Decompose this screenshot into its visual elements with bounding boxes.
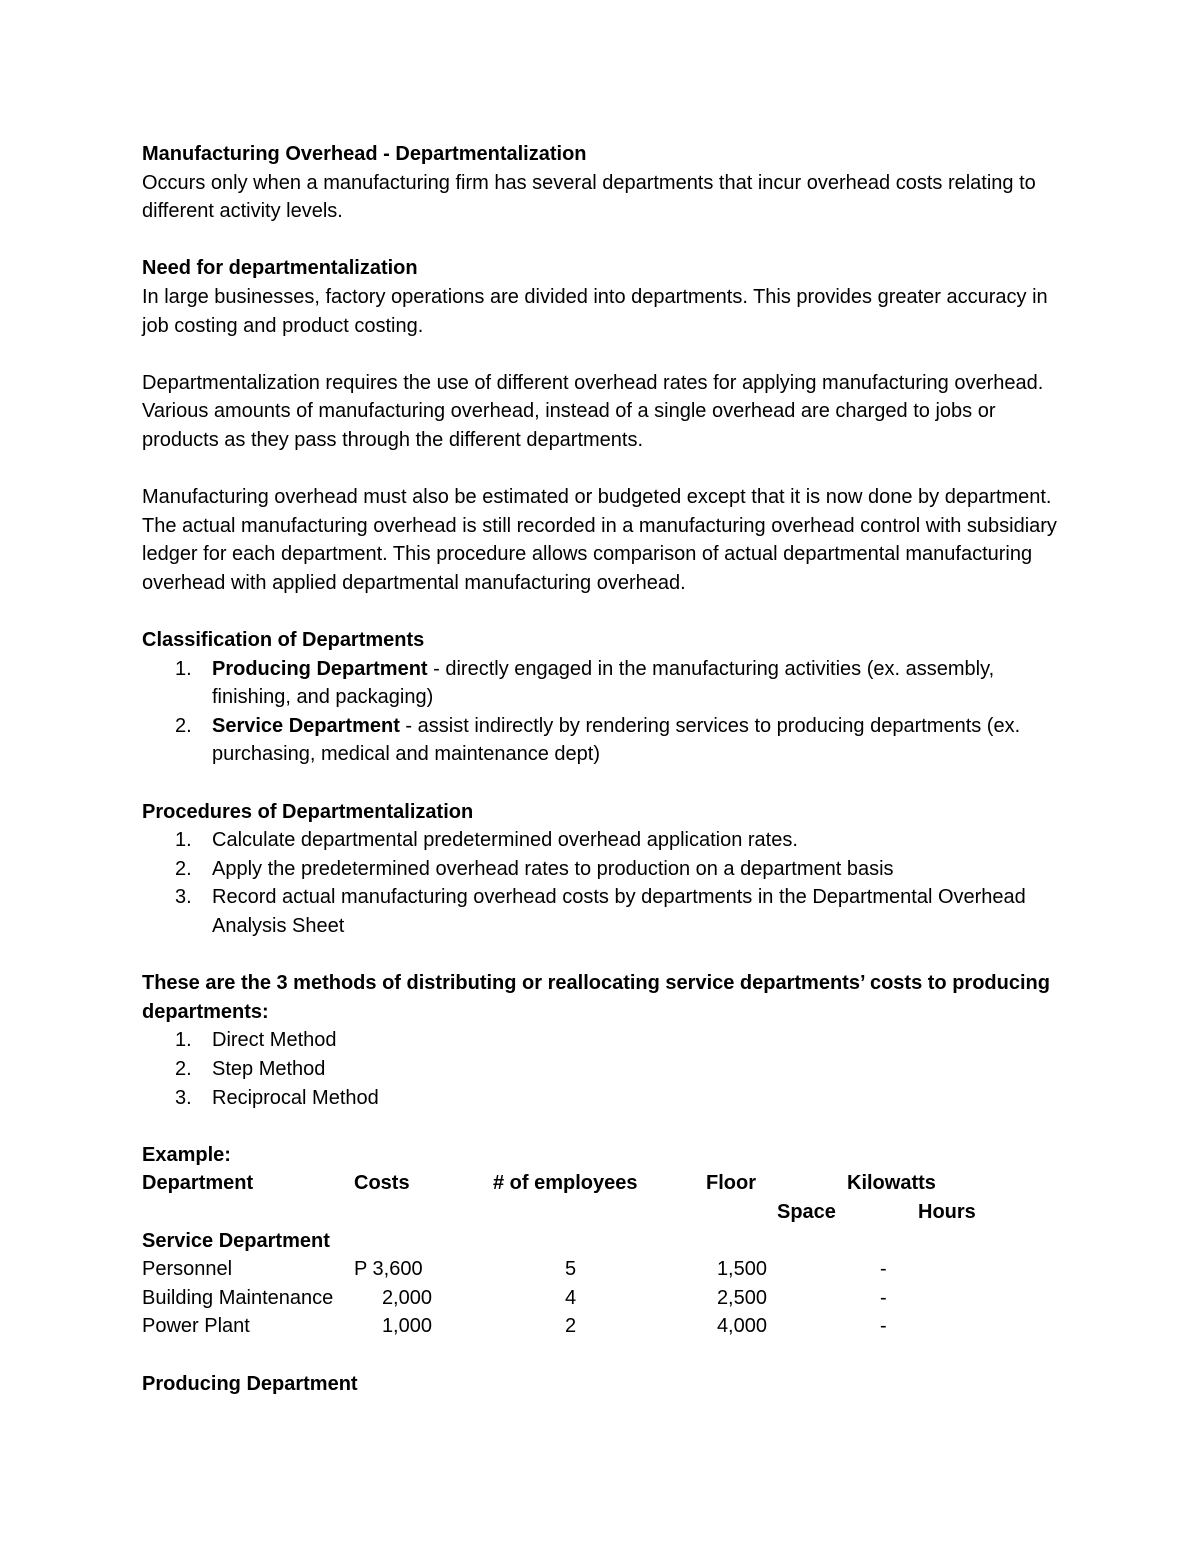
method-text: Reciprocal Method <box>212 1086 379 1109</box>
cell-employees: 5 <box>565 1258 577 1281</box>
need-paragraph-1: In large businesses, factory operations are divided into departments. This provides greater accuracy in job costing and product costing. <box>142 285 1048 337</box>
spacer <box>142 769 1072 798</box>
cell-employees: 4 <box>565 1286 577 1309</box>
spacer <box>142 455 1072 484</box>
cell-kilowatts: - <box>880 1258 887 1281</box>
need-paragraph-3: Manufacturing overhead must also be estimated or budgeted except that it is now done by department. The actual manufacturing overhead is still recorded in a manufacturing overhead control with subsidiary ledger for each department. This procedure allows comparison of actual departmental manufacturing overhead with applied departmental manufacturing overhead. <box>142 486 1057 594</box>
table-row <box>142 1284 1072 1313</box>
method-text: Step Method <box>212 1058 326 1080</box>
cell-costs: 2,000 <box>381 1286 432 1309</box>
procedure-text: Apply the predetermined overhead rates to production on a department basis <box>212 857 894 880</box>
cell-kilowatts: - <box>880 1286 887 1309</box>
header-employees: # of employees <box>493 1172 638 1195</box>
need-paragraph-2: Departmentalization requires the use of different overhead rates for applying manufacturing overhead. Various amounts of manufacturing overhead, instead of a single overhead are charged to jobs or products as they pass through the different departments. <box>142 371 1044 451</box>
header-floor: Floor <box>706 1172 756 1195</box>
procedure-text: Calculate departmental predetermined overhead application rates. <box>212 829 798 852</box>
department-term: Service Department <box>212 714 400 737</box>
spacer <box>142 1341 1072 1370</box>
cell-kilowatts: - <box>880 1315 887 1338</box>
header-kilowatts: Kilowatts <box>847 1172 936 1195</box>
document-title: Manufacturing Overhead - Departmentalization <box>142 143 587 165</box>
list-number: 2. <box>175 857 192 880</box>
procedures-list <box>142 826 1072 940</box>
methods-heading: These are the 3 methods of distributing or reallocating service departments’ costs to producing departments: <box>142 972 1050 1023</box>
spacer <box>142 598 1072 627</box>
cell-department: Power Plant <box>142 1315 250 1338</box>
department-description: - directly engaged in the manufacturing activities (ex. assembly, finishing, and packaging) <box>212 657 995 709</box>
procedure-text: Record actual manufacturing overhead costs by departments in the Departmental Overhead Analysis Sheet <box>212 886 1026 938</box>
list-number: 2. <box>175 714 192 737</box>
cell-costs: 1,000 <box>381 1315 432 1338</box>
list-number: 1. <box>175 1029 192 1052</box>
header-costs: Costs <box>354 1172 410 1195</box>
header-department: Department <box>142 1172 254 1195</box>
cell-department: Building Maintenance <box>142 1286 334 1309</box>
list-item <box>142 1055 1072 1084</box>
intro-paragraph: Occurs only when a manufacturing firm has several departments that incur overhead costs relating to different activity levels. <box>142 171 1036 223</box>
list-item <box>142 855 1072 884</box>
method-text: Direct Method <box>212 1029 337 1052</box>
cell-department: Personnel <box>142 1258 233 1281</box>
cell-floor: 4,000 <box>716 1315 767 1338</box>
header-space: Space <box>777 1200 836 1223</box>
list-number: 1. <box>175 829 192 852</box>
classification-heading: Classification of Departments <box>142 629 425 652</box>
example-table <box>142 1169 1072 1341</box>
methods-list <box>142 1026 1072 1112</box>
cell-floor: 2,500 <box>716 1286 767 1309</box>
list-number: 3. <box>175 886 192 909</box>
service-department-heading: Service Department <box>142 1229 330 1252</box>
list-number: 2. <box>175 1058 192 1080</box>
table-header-row-2 <box>142 1198 1072 1227</box>
cell-employees: 2 <box>565 1315 577 1338</box>
table-header-row <box>142 1169 1072 1198</box>
cell-costs: P 3,600 <box>354 1258 423 1281</box>
document-page <box>142 140 1072 1398</box>
list-item <box>142 883 1072 940</box>
table-section-row <box>142 1227 1072 1256</box>
header-hours: Hours <box>918 1200 976 1223</box>
list-item <box>142 712 1072 769</box>
table-row <box>142 1255 1072 1284</box>
classification-list <box>142 655 1072 769</box>
spacer <box>142 226 1072 255</box>
list-item <box>142 1084 1072 1113</box>
procedures-heading: Procedures of Departmentalization <box>142 800 474 823</box>
table-row <box>142 1312 1072 1341</box>
spacer <box>142 1112 1072 1141</box>
spacer <box>142 941 1072 970</box>
department-term: Producing Department <box>212 657 428 680</box>
list-number: 1. <box>175 657 192 680</box>
list-item <box>142 1026 1072 1055</box>
need-heading: Need for departmentalization <box>142 257 418 280</box>
list-number: 3. <box>175 1086 192 1109</box>
list-item <box>142 655 1072 712</box>
spacer <box>142 340 1072 369</box>
example-label: Example: <box>142 1143 231 1166</box>
list-item <box>142 826 1072 855</box>
department-description: - assist indirectly by rendering services to producing departments (ex. purchasing, medical and maintenance dept) <box>212 714 1021 766</box>
cell-floor: 1,500 <box>716 1258 767 1281</box>
producing-department-heading: Producing Department <box>142 1372 358 1395</box>
